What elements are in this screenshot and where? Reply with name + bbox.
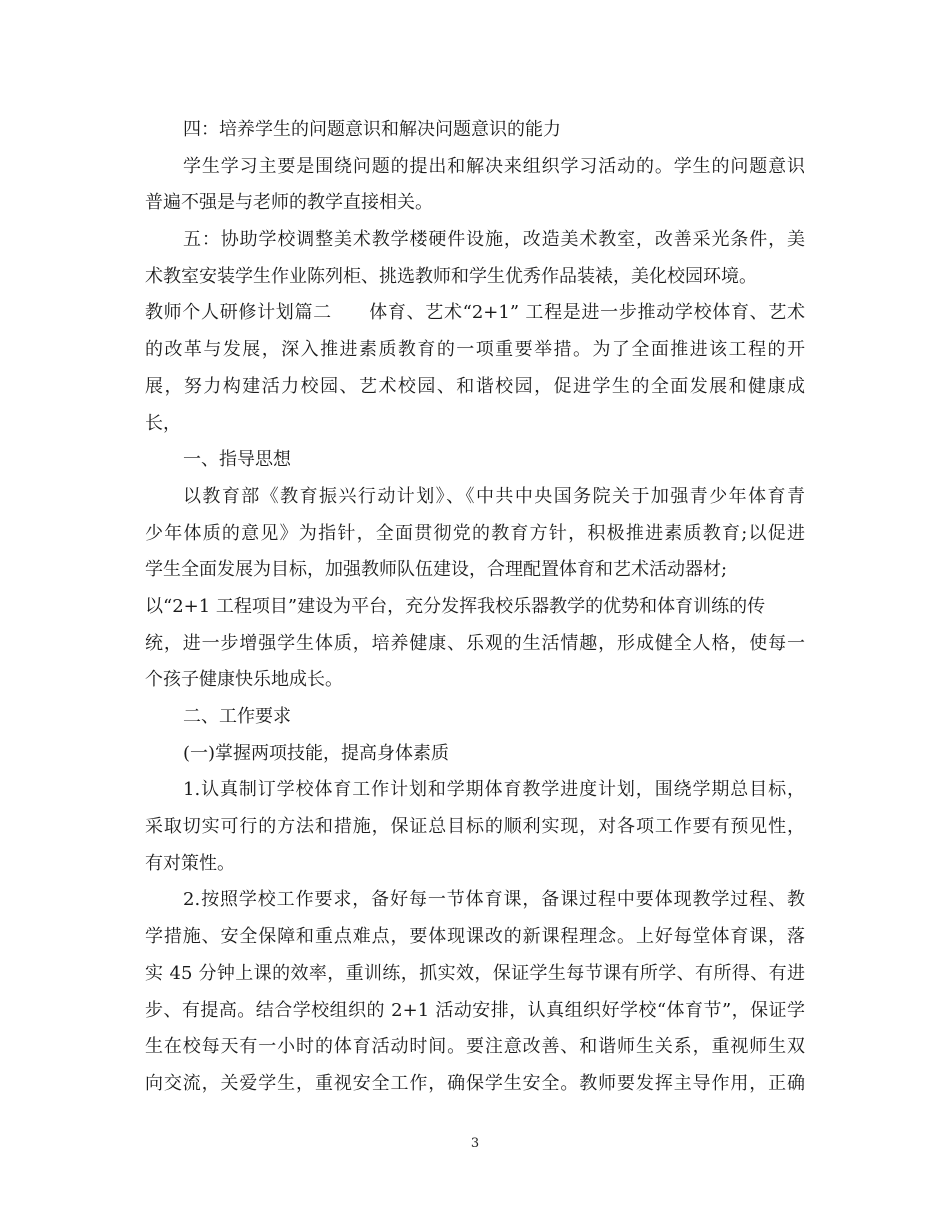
paragraph-line: 统，进一步增强学生体质，培养健康、乐观的生活情趣，形成健全人格，使每一 bbox=[145, 632, 805, 654]
paragraph-line: 以“2+1 工程项目”建设为平台，充分发挥我校乐器教学的优势和体育训练的传 bbox=[145, 595, 766, 617]
paragraph-line: 以教育部《教育振兴行动计划》、《中共中央国务院关于加强青少年体育青 bbox=[183, 485, 805, 507]
paragraph-line: 教师个人研修计划篇二 体育、艺术“2+1” 工程是进一步推动学校体育、艺术 bbox=[145, 302, 805, 324]
section-heading-four: 四：培养学生的问题意识和解决问题意识的能力 bbox=[183, 119, 561, 140]
paragraph-line: 步、有提高。结合学校组织的 2+1 活动安排，认真组织好学校“体育节”，保证学 bbox=[145, 999, 805, 1021]
paragraph-line: 有对策性。 bbox=[145, 852, 235, 874]
section-heading: 一、指导思想 bbox=[183, 449, 291, 471]
paragraph-line: 生在校每天有一小时的体育活动时间。要注意改善、和谐师生关系，重视师生双 bbox=[145, 1036, 805, 1058]
paragraph-line: 学措施、安全保障和重点难点，要体现课改的新课程理念。上好每堂体育课，落 bbox=[145, 926, 805, 948]
paragraph-line: 2.按照学校工作要求，备好每一节体育课，备课过程中要体现教学过程、教 bbox=[183, 889, 805, 911]
paragraph-line: 学生学习主要是围绕问题的提出和解决来组织学习活动的。学生的问题意识 bbox=[183, 155, 805, 177]
paragraph-line: 的改革与发展，深入推进素质教育的一项重要举措。为了全面推进该工程的开 bbox=[145, 339, 805, 361]
section-heading: 二、工作要求 bbox=[183, 706, 291, 727]
paragraph-line: 少年体质的意见》为指针，全面贯彻党的教育方针，积极推进素质教育;以促进 bbox=[145, 522, 805, 544]
paragraph-line: 展，努力构建活力校园、艺术校园、和谐校园，促进学生的全面发展和健康成 bbox=[145, 375, 805, 397]
paragraph-line: 向交流，关爱学生，重视安全工作，确保学生安全。教师要发挥主导作用，正确 bbox=[145, 1072, 805, 1094]
paragraph-line: 术教室安装学生作业陈列柜、挑选教师和学生优秀作品装裱，美化校园环境。 bbox=[145, 265, 757, 287]
paragraph-line: 五：协助学校调整美术教学楼硬件设施，改造美术教室，改善采光条件，美 bbox=[183, 229, 805, 251]
paragraph-line: 实 45 分钟上课的效率，重训练，抓实效，保证学生每节课有所学、有所得、有进 bbox=[145, 962, 805, 984]
paragraph-line: 个孩子健康快乐地成长。 bbox=[145, 669, 343, 691]
paragraph-line: 普遍不强是与老师的教学直接相关。 bbox=[145, 192, 433, 214]
paragraph-line: 1.认真制订学校体育工作计划和学期体育教学进度计划，围绕学期总目标， bbox=[183, 779, 805, 801]
document-body bbox=[145, 112, 805, 1103]
paragraph-line: 长， bbox=[145, 412, 181, 434]
page-number: 3 bbox=[470, 1136, 480, 1151]
subsection-heading: (一)掌握两项技能，提高身体素质 bbox=[183, 742, 450, 764]
paragraph-line: 学生全面发展为目标，加强教师队伍建设，合理配置体育和艺术活动器材; bbox=[145, 559, 728, 581]
paragraph-line: 采取切实可行的方法和措施，保证总目标的顺利实现，对各项工作要有预见性， bbox=[145, 816, 805, 838]
